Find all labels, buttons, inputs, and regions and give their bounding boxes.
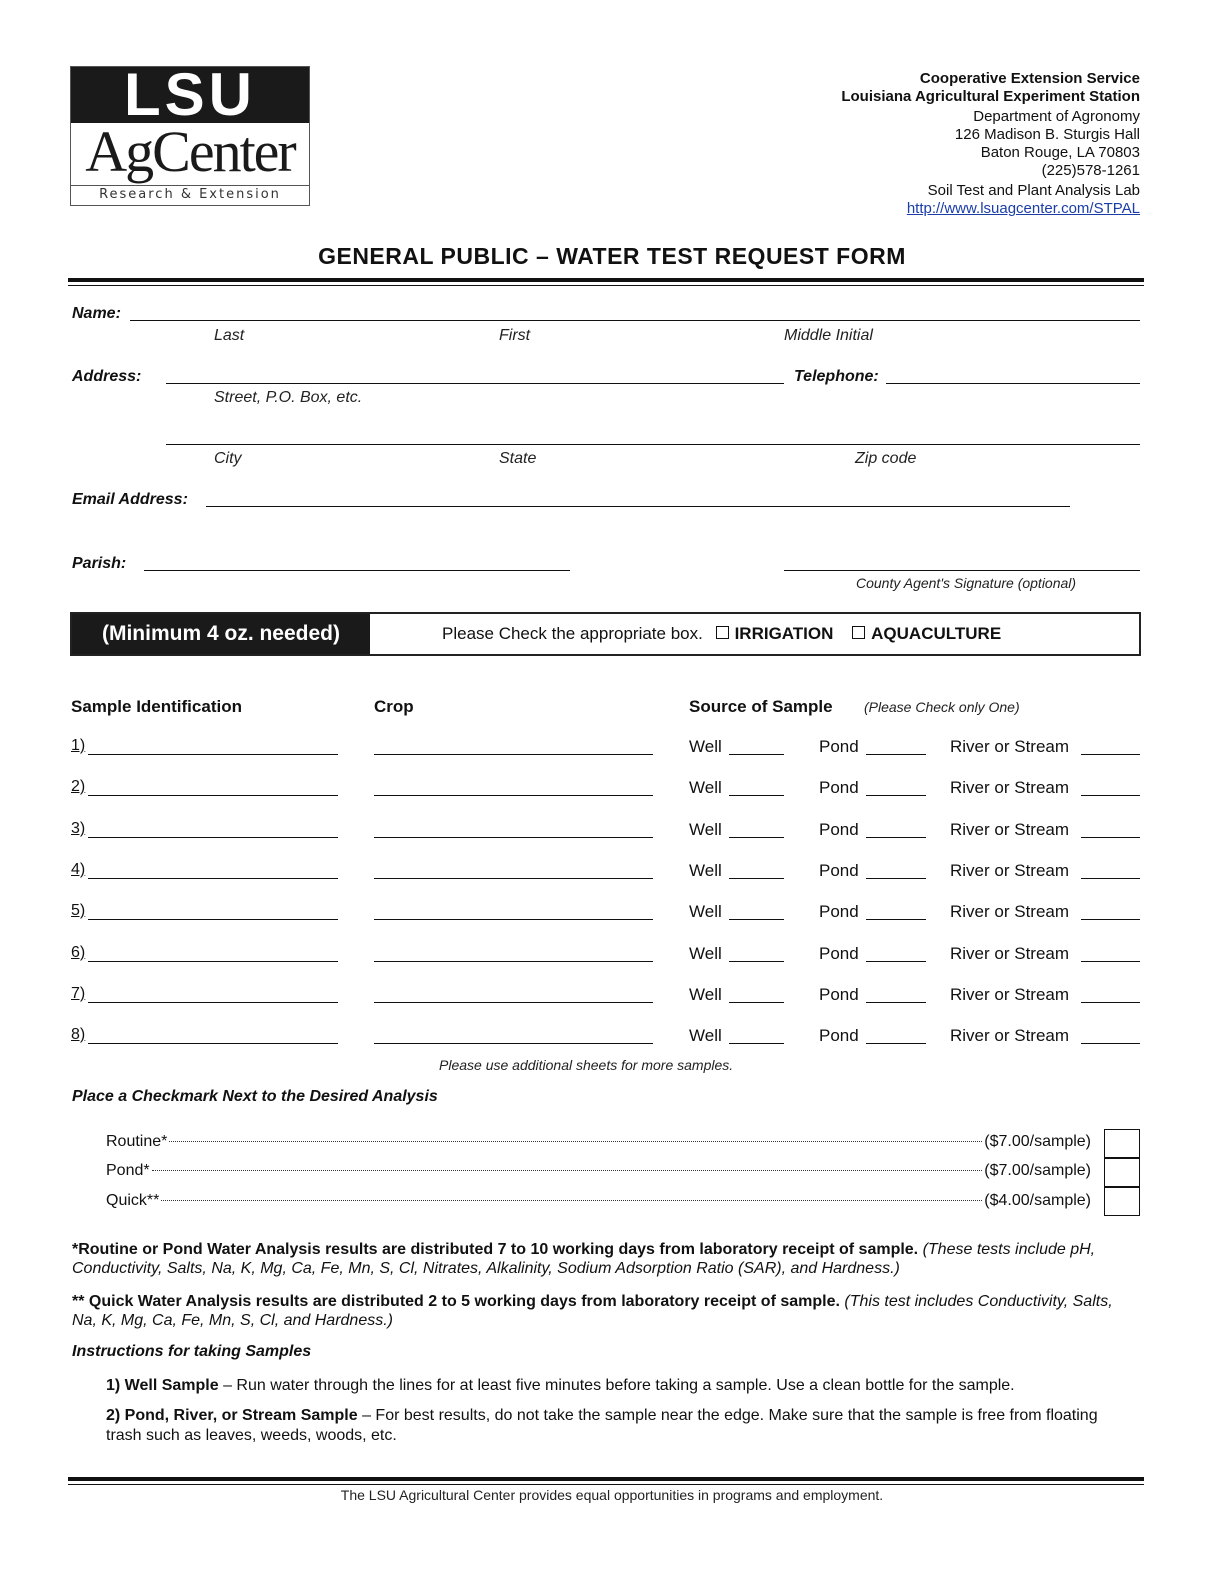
sample-id-field[interactable] (88, 1043, 338, 1044)
header-lab: Soil Test and Plant Analysis Lab (927, 182, 1140, 199)
address-street-caption: Street, P.O. Box, etc. (214, 389, 363, 406)
well-check-field[interactable] (729, 1002, 784, 1003)
river-check-field[interactable] (1081, 878, 1140, 879)
sample-id-field[interactable] (88, 919, 338, 920)
pond-check-field[interactable] (866, 795, 926, 796)
email-label: Email Address: (72, 491, 188, 508)
logo-tagline: Research & Extension (71, 185, 309, 204)
sample-row-number: 2) (71, 778, 86, 795)
sample-row-number: 5) (71, 902, 86, 919)
email-field[interactable] (206, 506, 1070, 507)
parish-label: Parish: (72, 555, 127, 572)
source-header: Source of Sample (689, 697, 833, 716)
telephone-label: Telephone: (794, 368, 879, 385)
river-check-field[interactable] (1081, 795, 1140, 796)
pond-instruction (106, 1406, 1136, 1446)
pond-label: Pond (819, 1026, 859, 1045)
well-instruction-text: – Run water through the lines for at least five minutes before taking a sample. Use a clean bottle for the sample. (218, 1377, 1015, 1394)
analysis-quick (106, 1192, 1091, 1210)
title-rule (68, 278, 1144, 282)
agent-signature-caption: County Agent's Signature (optional) (856, 575, 1077, 591)
well-label: Well (689, 820, 722, 839)
crop-field[interactable] (374, 1043, 653, 1044)
well-label: Well (689, 985, 722, 1004)
well-check-field[interactable] (729, 878, 784, 879)
well-label: Well (689, 861, 722, 880)
river-label: River or Stream (950, 902, 1070, 921)
river-check-field[interactable] (1081, 961, 1140, 962)
analysis-pond-name: Pond* (106, 1162, 150, 1179)
agent-signature-field[interactable] (784, 570, 1140, 571)
river-check-field[interactable] (1081, 1002, 1140, 1003)
pond-label: Pond (819, 778, 859, 797)
crop-header: Crop (374, 697, 414, 716)
routine-note-bold: *Routine or Pond Water Analysis results are distributed 7 to 10 working days from laboratory receipt of sample. (72, 1241, 919, 1258)
pond-label: Pond (819, 820, 859, 839)
routine-note-italic: (These tests include pH, Conductivity, Salts, Na, K, Mg, Ca, Fe, Mn, S, Cl, Nitrates, Alkalinity, Sodium Adsorption Ratio (SAR), and Hardness.) (72, 1241, 1096, 1277)
pond-instruction-text: – For best results, do not take the sample near the edge. Make sure that the sample is free from floating trash such as leaves, weeds, woods, etc. (106, 1407, 1098, 1444)
quick-note-italic: (This test includes Conductivity, Salts, Na, K, Mg, Ca, Fe, Mn, S, Cl, and Hardness.) (72, 1293, 1113, 1329)
pond-label: Pond (819, 944, 859, 963)
river-check-field[interactable] (1081, 754, 1140, 755)
well-check-field[interactable] (729, 1043, 784, 1044)
address-street-field[interactable] (166, 383, 784, 384)
well-check-field[interactable] (729, 754, 784, 755)
well-label: Well (689, 737, 722, 756)
analysis-routine (106, 1133, 1091, 1151)
well-check-field[interactable] (729, 795, 784, 796)
well-label: Well (689, 778, 722, 797)
analysis-quick-name: Quick** (106, 1192, 160, 1209)
sample-type-box (70, 612, 1141, 656)
quick-checkbox[interactable] (1104, 1187, 1140, 1216)
crop-field[interactable] (374, 795, 653, 796)
zip-caption: Zip code (855, 450, 917, 467)
title-rule-thin (68, 285, 1144, 286)
header-city: Baton Rouge, LA 70803 (980, 144, 1140, 161)
minimum-volume-label: (Minimum 4 oz. needed) (72, 614, 370, 654)
pond-check-field[interactable] (866, 837, 926, 838)
quick-note (72, 1292, 1132, 1330)
river-check-field[interactable] (1081, 837, 1140, 838)
telephone-field[interactable] (886, 383, 1140, 384)
name-middle-caption: Middle Initial (784, 327, 873, 344)
sample-type-prompt (442, 614, 1001, 654)
header-department: Department of Agronomy (973, 108, 1140, 125)
sample-type-prompt-text: Please Check the appropriate box. (442, 624, 703, 643)
header-cooperative: Cooperative Extension Service (919, 70, 1140, 87)
river-label: River or Stream (950, 985, 1070, 1004)
well-check-field[interactable] (729, 837, 784, 838)
pond-label: Pond (819, 737, 859, 756)
sample-row-number: 4) (71, 861, 86, 878)
river-check-field[interactable] (1081, 919, 1140, 920)
address-label: Address: (72, 368, 142, 385)
well-instruction (106, 1376, 1136, 1396)
crop-field[interactable] (374, 919, 653, 920)
footer-text: The LSU Agricultural Center provides equal opportunities in programs and employment. (340, 1487, 884, 1503)
logo-lsu-text: LSU (71, 67, 309, 123)
river-label: River or Stream (950, 737, 1070, 756)
pond-check-field[interactable] (866, 961, 926, 962)
sample-id-field[interactable] (88, 1002, 338, 1003)
routine-note (72, 1240, 1132, 1278)
irrigation-label: IRRIGATION (734, 624, 834, 643)
well-label: Well (689, 944, 722, 963)
additional-sheets-note: Please use additional sheets for more samples. (439, 1057, 734, 1073)
pond-label: Pond (819, 985, 859, 1004)
pond-check-field[interactable] (866, 754, 926, 755)
routine-checkbox[interactable] (1104, 1129, 1140, 1158)
river-label: River or Stream (950, 861, 1070, 880)
sample-id-field[interactable] (88, 795, 338, 796)
river-label: River or Stream (950, 944, 1070, 963)
pond-label: Pond (819, 902, 859, 921)
pond-label: Pond (819, 861, 859, 880)
analysis-pond (106, 1162, 1091, 1180)
river-check-field[interactable] (1081, 1043, 1140, 1044)
header-street: 126 Madison B. Sturgis Hall (954, 126, 1140, 143)
lsu-agcenter-logo (70, 61, 310, 206)
pond-checkbox[interactable] (1104, 1158, 1140, 1187)
sample-id-field[interactable] (88, 961, 338, 962)
state-caption: State (499, 450, 537, 467)
parish-field[interactable] (144, 570, 570, 571)
sample-id-field[interactable] (88, 878, 338, 879)
pond-check-field[interactable] (866, 919, 926, 920)
sample-row-number: 3) (71, 820, 86, 837)
header-experiment-station: Louisiana Agricultural Experiment Station (841, 88, 1140, 105)
crop-field[interactable] (374, 837, 653, 838)
analysis-routine-price: ($7.00/sample) (984, 1133, 1091, 1150)
sample-row-number: 1) (71, 737, 86, 754)
address-city-field[interactable] (166, 444, 1140, 445)
form-title: GENERAL PUBLIC – WATER TEST REQUEST FORM (318, 243, 906, 269)
logo-agcenter-text: AgCenter (85, 119, 295, 184)
pond-check-field[interactable] (866, 1043, 926, 1044)
footer-rule-thin (68, 1484, 1144, 1485)
header-url-link[interactable]: http://www.lsuagcenter.com/STPAL (906, 200, 1140, 217)
footer-rule (68, 1477, 1144, 1481)
river-label: River or Stream (950, 820, 1070, 839)
analysis-pond-price: ($7.00/sample) (984, 1162, 1091, 1179)
sample-row-number: 7) (71, 985, 86, 1002)
sample-row-number: 6) (71, 944, 86, 961)
quick-note-bold: ** Quick Water Analysis results are distributed 2 to 5 working days from laboratory receipt of sample. (72, 1293, 840, 1310)
sample-id-header: Sample Identification (71, 697, 242, 716)
river-label: River or Stream (950, 778, 1070, 797)
name-field[interactable] (130, 320, 1140, 321)
crop-field[interactable] (374, 961, 653, 962)
city-caption: City (214, 450, 242, 467)
river-label: River or Stream (950, 1026, 1070, 1045)
pond-instruction-title: 2) Pond, River, or Stream Sample (106, 1407, 358, 1424)
source-note: (Please Check only One) (864, 699, 1020, 715)
pond-check-field[interactable] (866, 1002, 926, 1003)
pond-check-field[interactable] (866, 878, 926, 879)
analysis-quick-price: ($4.00/sample) (984, 1192, 1091, 1209)
well-label: Well (689, 902, 722, 921)
crop-field[interactable] (374, 878, 653, 879)
name-label: Name: (72, 305, 121, 322)
aquaculture-checkbox[interactable] (852, 626, 865, 639)
aquaculture-label: AQUACULTURE (871, 624, 1002, 643)
instructions-heading: Instructions for taking Samples (72, 1343, 312, 1360)
crop-field[interactable] (374, 1002, 653, 1003)
name-first-caption: First (499, 327, 531, 344)
sample-row-number: 8) (71, 1026, 86, 1043)
well-check-field[interactable] (729, 961, 784, 962)
analysis-routine-name: Routine* (106, 1133, 168, 1150)
header-phone: (225)578-1261 (1041, 162, 1140, 179)
sample-id-field[interactable] (88, 837, 338, 838)
crop-field[interactable] (374, 754, 653, 755)
well-label: Well (689, 1026, 722, 1045)
well-instruction-title: 1) Well Sample (106, 1377, 219, 1394)
well-check-field[interactable] (729, 919, 784, 920)
analysis-heading: Place a Checkmark Next to the Desired Analysis (72, 1088, 438, 1105)
sample-id-field[interactable] (88, 754, 338, 755)
name-last-caption: Last (214, 327, 245, 344)
irrigation-checkbox[interactable] (716, 626, 729, 639)
